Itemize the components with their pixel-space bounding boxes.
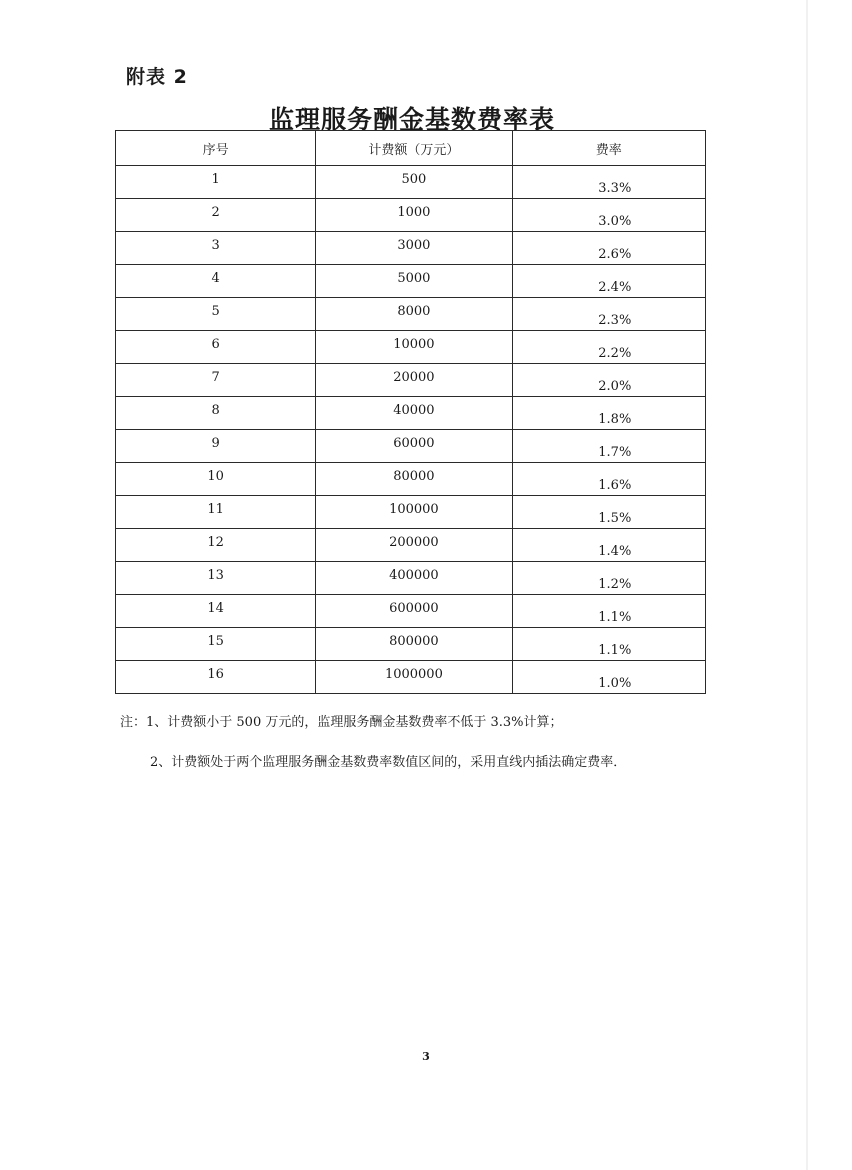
cell-rate: [512, 463, 705, 496]
table-row: [116, 331, 706, 364]
cell-index: [116, 496, 316, 529]
cell-amount: [316, 199, 512, 232]
cell-rate-text: 2.4%: [598, 280, 632, 295]
cell-index: [116, 265, 316, 298]
cell-rate: [512, 562, 705, 595]
cell-amount: [316, 166, 512, 199]
cell-rate: [512, 529, 705, 562]
cell-index: [116, 166, 316, 199]
cell-rate: [512, 430, 705, 463]
cell-index-text: 4: [211, 271, 220, 286]
table-row: [116, 232, 706, 265]
cell-amount-text: 400000: [389, 568, 439, 583]
page-edge: [806, 0, 808, 1170]
cell-amount-text: 8000: [397, 304, 431, 319]
cell-index: [116, 529, 316, 562]
cell-index-text: 15: [207, 634, 224, 649]
cell-rate-text: 1.1%: [598, 610, 632, 625]
cell-index-text: 9: [211, 436, 220, 451]
cell-index-text: 10: [207, 469, 224, 484]
cell-amount: [316, 232, 512, 265]
cell-index: [116, 628, 316, 661]
header-index: 序号: [116, 131, 316, 166]
cell-index: [116, 595, 316, 628]
notes-section: [120, 714, 760, 772]
table-row: [116, 199, 706, 232]
cell-amount: [316, 397, 512, 430]
cell-amount-text: 40000: [393, 403, 435, 418]
cell-amount-text: 100000: [389, 502, 439, 517]
cell-amount-text: 600000: [389, 601, 439, 616]
table-row: [116, 562, 706, 595]
cell-rate: [512, 298, 705, 331]
cell-amount: [316, 496, 512, 529]
cell-index-text: 8: [211, 403, 220, 418]
cell-rate-text: 1.4%: [598, 544, 632, 559]
cell-amount: [316, 529, 512, 562]
cell-rate-text: 1.5%: [598, 511, 632, 526]
cell-index-text: 1: [211, 172, 220, 187]
cell-amount-text: 800000: [389, 634, 439, 649]
table-row: [116, 496, 706, 529]
cell-amount: [316, 265, 512, 298]
table-row: [116, 298, 706, 331]
note-line-1: 注：1、计费额小于 500 万元的，监理服务酬金基数费率不低于 3.3%计算；: [120, 715, 563, 730]
cell-amount: [316, 298, 512, 331]
cell-amount-text: 60000: [393, 436, 435, 451]
cell-rate: [512, 397, 705, 430]
table-row: [116, 529, 706, 562]
cell-rate-text: 2.3%: [598, 313, 632, 328]
document-title: 监理服务酬金基数费率表: [268, 105, 555, 134]
cell-rate: [512, 628, 705, 661]
cell-rate: [512, 331, 705, 364]
table-row: [116, 595, 706, 628]
cell-rate: [512, 232, 705, 265]
cell-rate-text: 2.2%: [598, 346, 632, 361]
cell-rate-text: 1.8%: [598, 412, 632, 427]
cell-amount: [316, 562, 512, 595]
cell-index-text: 16: [207, 667, 224, 682]
table-row: [116, 265, 706, 298]
cell-amount: [316, 595, 512, 628]
cell-amount-text: 500: [401, 172, 427, 187]
cell-amount-text: 80000: [393, 469, 435, 484]
cell-amount: [316, 364, 512, 397]
cell-rate-text: 2.0%: [598, 379, 632, 394]
cell-rate: [512, 595, 705, 628]
cell-index: [116, 232, 316, 265]
cell-index-text: 5: [211, 304, 220, 319]
header-amount: 计费额（万元）: [316, 131, 512, 166]
table-header-row: [116, 131, 706, 166]
cell-rate: [512, 496, 705, 529]
table-row: [116, 661, 706, 694]
table-row: [116, 628, 706, 661]
cell-index-text: 13: [207, 568, 224, 583]
cell-index-text: 2: [211, 205, 220, 220]
cell-index: [116, 331, 316, 364]
cell-index: [116, 661, 316, 694]
table-row: [116, 397, 706, 430]
cell-amount-text: 200000: [389, 535, 439, 550]
cell-rate-text: 2.6%: [598, 247, 632, 262]
cell-rate-text: 1.0%: [598, 676, 632, 691]
page-number: 3: [422, 1050, 430, 1063]
cell-amount-text: 1000: [397, 205, 431, 220]
cell-index-text: 12: [207, 535, 224, 550]
cell-rate-text: 1.1%: [598, 643, 632, 658]
cell-rate-text: 1.6%: [598, 478, 632, 493]
cell-index: [116, 562, 316, 595]
note-line-2: 2、计费额处于两个监理服务酬金基数费率数值区间的，采用直线内插法确定费率．: [150, 755, 627, 771]
cell-amount-text: 20000: [393, 370, 435, 385]
cell-index-text: 6: [211, 337, 220, 352]
table-row: [116, 430, 706, 463]
cell-rate-text: 3.3%: [598, 181, 632, 196]
cell-rate: [512, 364, 705, 397]
cell-index: [116, 430, 316, 463]
cell-index: [116, 463, 316, 496]
cell-index-text: 3: [211, 238, 220, 253]
cell-rate: [512, 265, 705, 298]
cell-rate-text: 3.0%: [598, 214, 632, 229]
cell-amount-text: 5000: [397, 271, 431, 286]
cell-rate-text: 1.2%: [598, 577, 632, 592]
cell-amount: [316, 661, 512, 694]
cell-amount: [316, 628, 512, 661]
cell-rate: [512, 166, 705, 199]
cell-index: [116, 364, 316, 397]
table-row: [116, 364, 706, 397]
cell-amount-text: 10000: [393, 337, 435, 352]
cell-index-text: 11: [207, 502, 224, 517]
cell-index: [116, 298, 316, 331]
cell-index: [116, 397, 316, 430]
table-row: [116, 463, 706, 496]
cell-index-text: 7: [211, 370, 220, 385]
table-row: [116, 166, 706, 199]
cell-amount-text: 3000: [397, 238, 431, 253]
rate-table: [115, 130, 706, 694]
cell-rate-text: 1.7%: [598, 445, 632, 460]
cell-amount: [316, 331, 512, 364]
cell-amount: [316, 463, 512, 496]
cell-amount: [316, 430, 512, 463]
cell-rate: [512, 661, 705, 694]
cell-rate: [512, 199, 705, 232]
attachment-label: 附表 2: [126, 66, 188, 88]
cell-index: [116, 199, 316, 232]
header-rate: 费率: [512, 131, 705, 166]
cell-index-text: 14: [207, 601, 224, 616]
cell-amount-text: 1000000: [384, 667, 443, 682]
